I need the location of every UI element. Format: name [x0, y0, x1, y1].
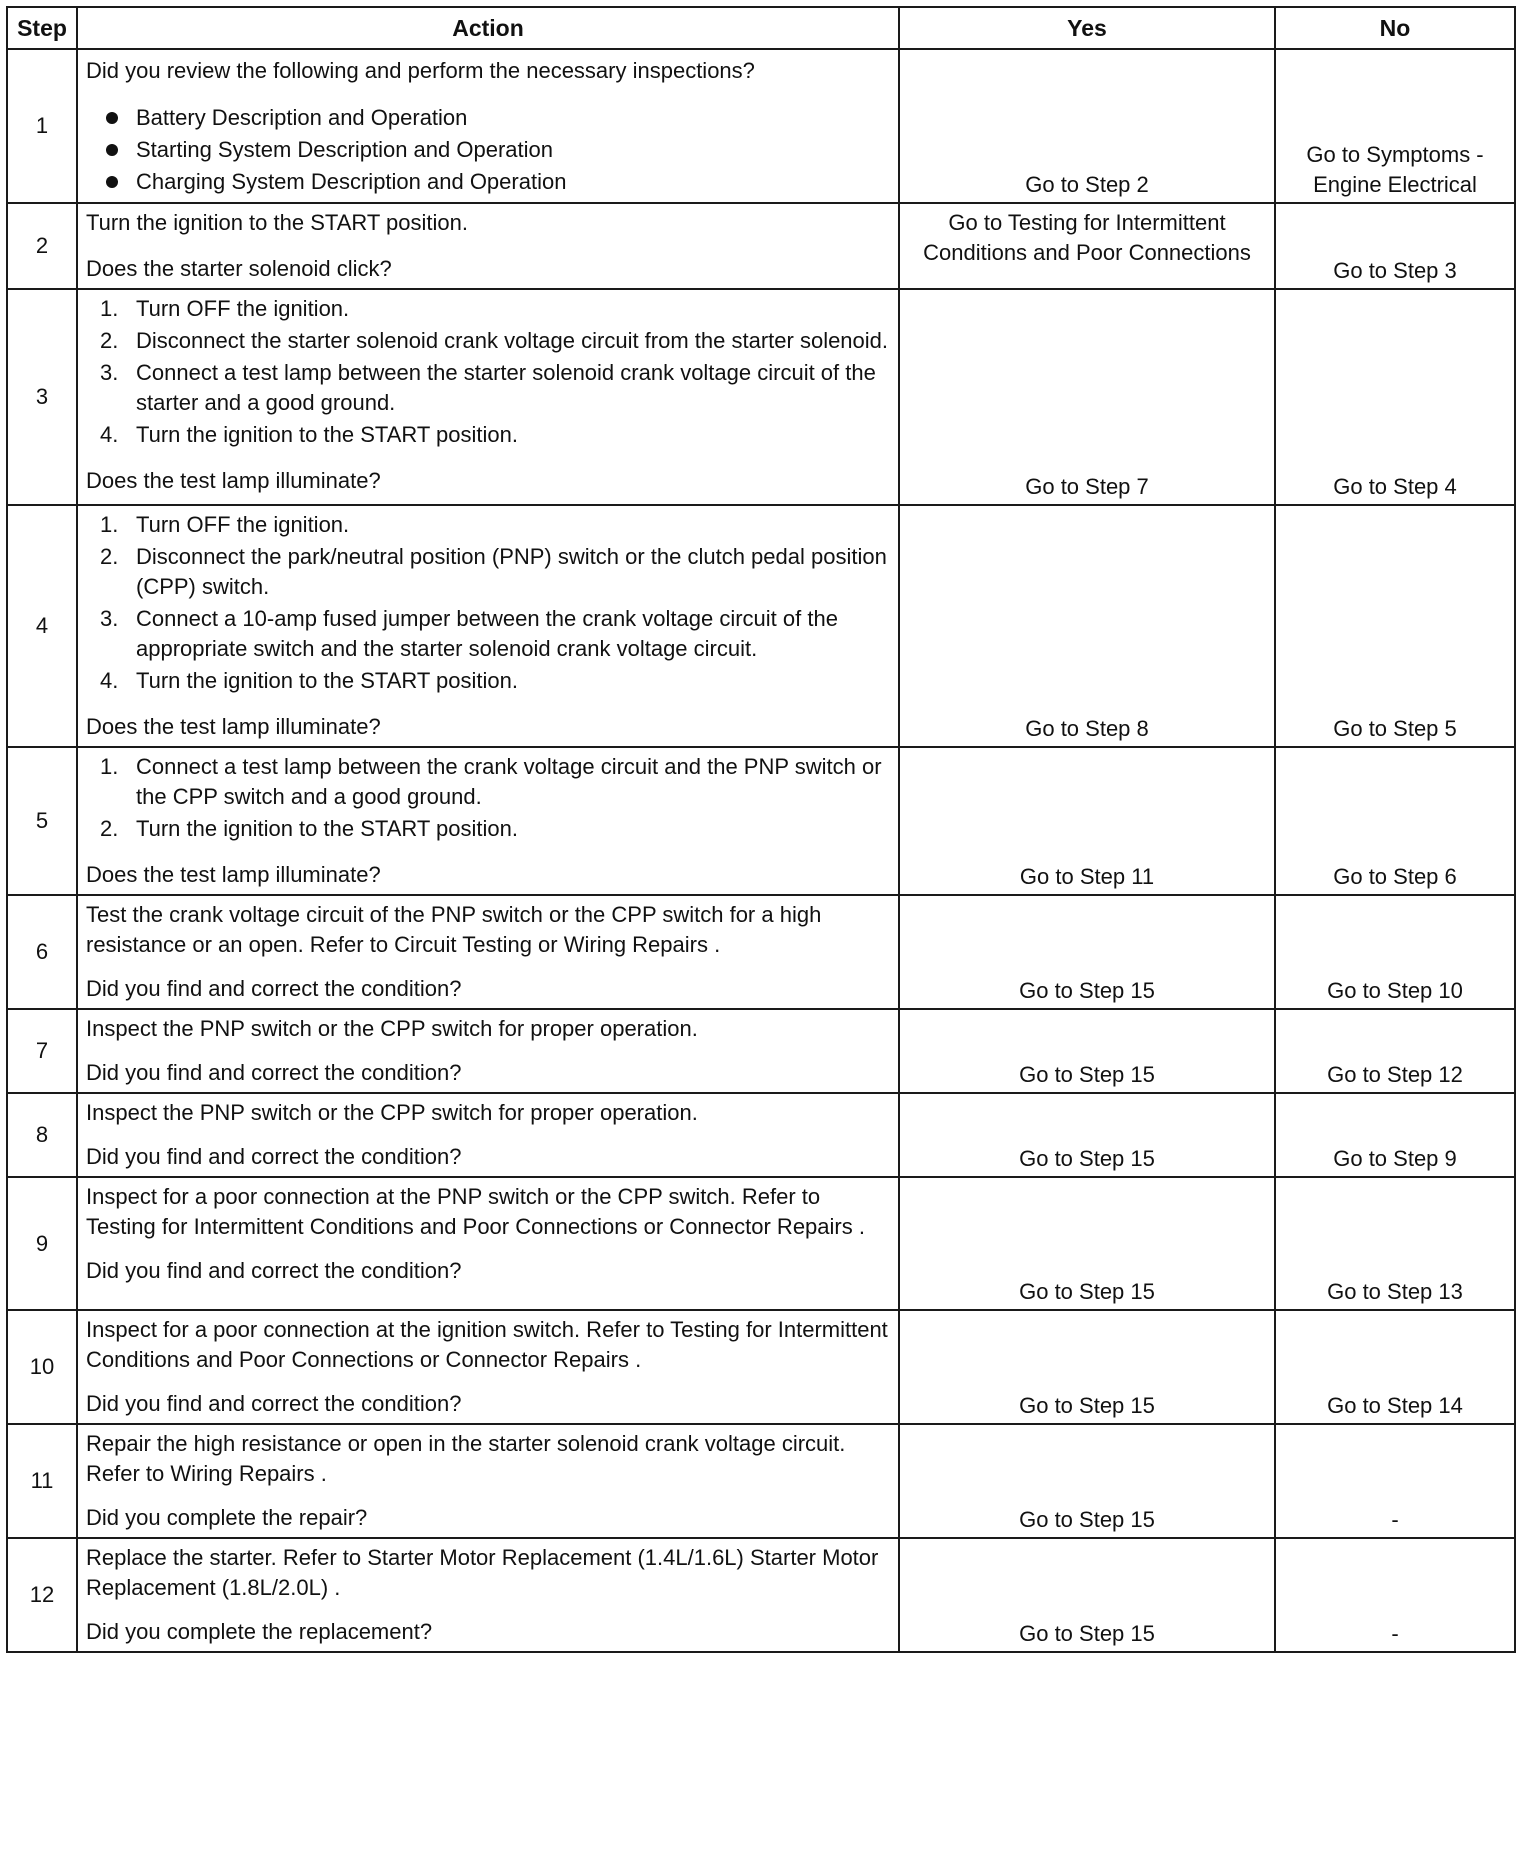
action-cell [77, 1310, 899, 1424]
table-row [7, 1424, 1515, 1538]
yes-cell: Go to Step 15 [899, 1177, 1275, 1310]
no-cell: Go to Step 4 [1275, 289, 1515, 505]
numbered-item: 1. Connect a test lamp between the crank voltage circuit and the PNP switch or the CPP switch and a good ground. [100, 754, 882, 809]
action-cell [77, 747, 899, 895]
numbered-item: 2. Disconnect the starter solenoid crank voltage circuit from the starter solenoid. [100, 328, 889, 353]
bullet-item: Starting System Description and Operation [86, 134, 892, 166]
step-number: 7 [7, 1009, 77, 1093]
no-cell: Go to Step 6 [1275, 747, 1515, 895]
no-cell: Go to Step 10 [1275, 895, 1515, 1009]
bullet-item: Battery Description and Operation [86, 102, 892, 134]
step-number: 8 [7, 1093, 77, 1177]
table-row [7, 1177, 1515, 1310]
action-cell [77, 1177, 899, 1310]
yes-cell: Go to Step 8 [899, 505, 1275, 747]
table-row [7, 895, 1515, 1009]
yes-cell: Go to Step 11 [899, 747, 1275, 895]
step-number: 5 [7, 747, 77, 895]
header-no: No [1275, 7, 1515, 49]
header-action: Action [77, 7, 899, 49]
action-intro: Inspect the PNP switch or the CPP switch for proper operation. [86, 1100, 698, 1125]
no-cell: - [1275, 1538, 1515, 1652]
step-number: 12 [7, 1538, 77, 1652]
action-question: Does the test lamp illuminate? [86, 468, 381, 493]
numbered-item: 2. Turn the ignition to the START position. [100, 816, 518, 841]
action-cell [77, 1538, 899, 1652]
action-question: Does the starter solenoid click? [86, 256, 392, 281]
numbered-item: 4. Turn the ignition to the START position. [100, 422, 518, 447]
numbered-list [86, 752, 892, 844]
yes-cell: Go to Step 2 [899, 49, 1275, 203]
action-intro: Did you review the following and perform the necessary inspections? [86, 58, 755, 83]
yes-cell: Go to Step 15 [899, 1093, 1275, 1177]
no-cell: Go to Step 5 [1275, 505, 1515, 747]
bullet-item: Charging System Description and Operation [86, 166, 892, 198]
no-cell: Go to Step 12 [1275, 1009, 1515, 1093]
table-row [7, 1093, 1515, 1177]
yes-cell: Go to Testing for Intermittent Conditions and Poor Connections [899, 203, 1275, 289]
no-cell: Go to Step 14 [1275, 1310, 1515, 1424]
bullet-list [86, 102, 892, 198]
action-question: Did you find and correct the condition? [86, 976, 462, 1001]
no-cell: Go to Step 13 [1275, 1177, 1515, 1310]
action-question: Did you find and correct the condition? [86, 1060, 462, 1085]
table-row [7, 203, 1515, 289]
no-cell: Go to Step 3 [1275, 203, 1515, 289]
yes-cell: Go to Step 15 [899, 895, 1275, 1009]
action-cell [77, 49, 899, 203]
step-number: 4 [7, 505, 77, 747]
action-question: Did you complete the replacement? [86, 1619, 433, 1644]
numbered-item: 4. Turn the ignition to the START position. [100, 668, 518, 693]
action-cell [77, 1009, 899, 1093]
yes-cell: Go to Step 15 [899, 1009, 1275, 1093]
header-step: Step [7, 7, 77, 49]
step-number: 1 [7, 49, 77, 203]
action-intro: Replace the starter. Refer to Starter Motor Replacement (1.4L/1.6L) Starter Motor Replacement (1.8L/2.0L) . [86, 1545, 879, 1600]
yes-cell: Go to Step 15 [899, 1538, 1275, 1652]
numbered-item: 1. Turn OFF the ignition. [100, 512, 350, 537]
action-intro: Inspect for a poor connection at the ignition switch. Refer to Testing for Intermittent Conditions and Poor Connections or Connector Repairs . [86, 1317, 888, 1372]
action-cell [77, 289, 899, 505]
no-cell: Go to Step 9 [1275, 1093, 1515, 1177]
action-cell [77, 203, 899, 289]
no-cell: - [1275, 1424, 1515, 1538]
table-row [7, 49, 1515, 203]
action-cell [77, 895, 899, 1009]
action-cell [77, 1424, 899, 1538]
yes-cell: Go to Step 7 [899, 289, 1275, 505]
table-row [7, 289, 1515, 505]
numbered-item: 3. Connect a test lamp between the starter solenoid crank voltage circuit of the starter and a good ground. [100, 360, 876, 415]
numbered-item: 3. Connect a 10-amp fused jumper between the crank voltage circuit of the appropriate switch and the starter solenoid crank voltage circuit. [100, 606, 838, 661]
table-row [7, 1310, 1515, 1424]
table-row [7, 505, 1515, 747]
action-intro: Repair the high resistance or open in the starter solenoid crank voltage circuit. Refer to Wiring Repairs . [86, 1431, 846, 1486]
step-number: 11 [7, 1424, 77, 1538]
step-number: 6 [7, 895, 77, 1009]
action-cell [77, 505, 899, 747]
action-question: Did you find and correct the condition? [86, 1144, 462, 1169]
numbered-list [86, 510, 892, 696]
yes-cell: Go to Step 15 [899, 1424, 1275, 1538]
numbered-item: 2. Disconnect the park/neutral position (PNP) switch or the clutch pedal position (CPP) switch. [100, 544, 887, 599]
action-intro: Test the crank voltage circuit of the PNP switch or the CPP switch for a high resistance or an open. Refer to Circuit Testing or Wiring Repairs . [86, 902, 822, 957]
action-cell [77, 1093, 899, 1177]
header-yes: Yes [899, 7, 1275, 49]
step-number: 10 [7, 1310, 77, 1424]
no-cell: Go to Symptoms - Engine Electrical [1275, 49, 1515, 203]
yes-cell: Go to Step 15 [899, 1310, 1275, 1424]
diagnostic-table [6, 6, 1516, 1653]
action-question: Did you find and correct the condition? [86, 1391, 462, 1416]
action-intro: Inspect the PNP switch or the CPP switch for proper operation. [86, 1016, 698, 1041]
action-intro: Inspect for a poor connection at the PNP switch or the CPP switch. Refer to Testing for Intermittent Conditions and Poor Connections or Connector Repairs . [86, 1184, 865, 1239]
numbered-list [86, 294, 892, 450]
table-row [7, 747, 1515, 895]
action-intro: Turn the ignition to the START position. [86, 210, 468, 235]
step-number: 9 [7, 1177, 77, 1310]
action-question: Does the test lamp illuminate? [86, 862, 381, 887]
step-number: 2 [7, 203, 77, 289]
header-row [7, 7, 1515, 49]
table-row [7, 1538, 1515, 1652]
action-question: Does the test lamp illuminate? [86, 714, 381, 739]
action-question: Did you complete the repair? [86, 1505, 368, 1530]
numbered-item: 1. Turn OFF the ignition. [100, 296, 350, 321]
action-question: Did you find and correct the condition? [86, 1258, 462, 1283]
table-row [7, 1009, 1515, 1093]
step-number: 3 [7, 289, 77, 505]
